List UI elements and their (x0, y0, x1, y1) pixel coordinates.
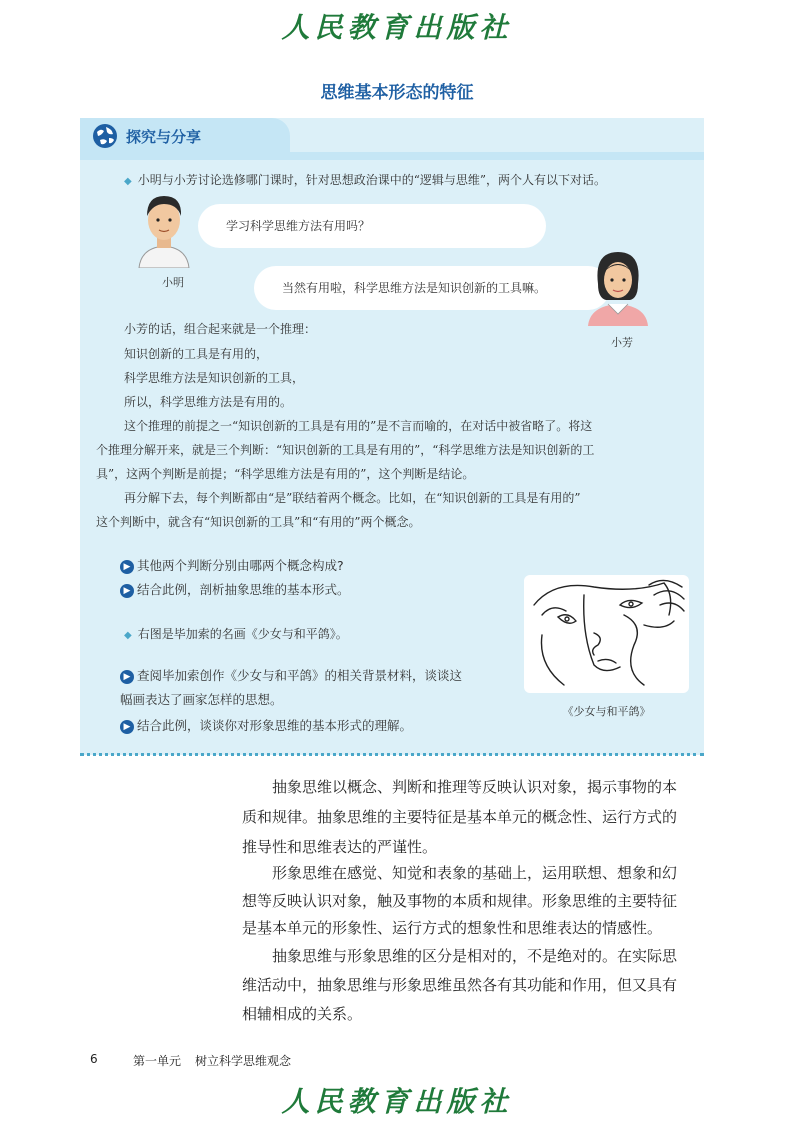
xiaofang-speech-bubble: 当然有用啦，科学思维方法是知识创新的工具嘛。 (254, 266, 610, 310)
arrow-bullet-icon: ▶ (120, 720, 134, 734)
body-line: 形象思维在感觉、知觉和表象的基础上，运用联想、想象和幻 (272, 864, 678, 882)
reasoning-line: 小芳的话，组合起来就是一个推理： (124, 322, 317, 336)
reasoning-line: 这个推理的前提之一“知识创新的工具是有用的”是不言而喻的，在对话中被省略了。将这 (124, 419, 593, 433)
picasso-painting-image (524, 575, 689, 693)
xiaoming-figure (133, 188, 195, 268)
arrow-bullet-icon: ▶ (120, 560, 134, 574)
question-item: ▶ 查阅毕加索创作《少女与和平鸽》的相关背景材料，谈谈这 (120, 666, 462, 684)
question-item: ▶ 结合此例，谈谈你对形象思维的基本形式的理解。 (120, 716, 412, 734)
box-bottom-dotted-divider (80, 753, 704, 756)
xiaoming-name: 小明 (162, 276, 184, 289)
question-item: ▶ 结合此例，剖析抽象思维的基本形式。 (120, 580, 350, 598)
body-line: 想等反映认识对象，触及事物的本质和规律。形象思维的主要特征 (242, 892, 678, 910)
question-item: ▶ 其他两个判断分别由哪两个概念构成? (120, 556, 344, 574)
xiaofang-figure (582, 244, 654, 326)
painting-frame (524, 575, 689, 693)
section-title: 思维基本形态的特征 (320, 83, 474, 103)
reasoning-line: 所以，科学思维方法是有用的。 (124, 395, 293, 409)
page-number: 6 (90, 1052, 98, 1066)
body-line: 维活动中，抽象思维与形象思维虽然各有其功能和作用，但又具有 (242, 976, 678, 994)
diamond-bullet-icon: ◆ (124, 176, 132, 187)
box-title: 探究与分享 (126, 128, 202, 146)
reasoning-line: 再分解下去，每个判断都由“是”联结着两个概念。比如，在“知识创新的工具是有用的” (124, 491, 581, 505)
xiaoming-speech-bubble: 学习科学思维方法有用吗？ (198, 204, 546, 248)
painting-caption: 《少女与和平鸽》 (562, 705, 651, 718)
reasoning-line: 科学思维方法是知识创新的工具， (124, 371, 305, 385)
body-line: 抽象思维与形象思维的区分是相对的，不是绝对的。在实际思 (272, 947, 678, 965)
intro-text: ◆ 小明与小芳讨论选修哪门课时，针对思想政治课中的“逻辑与思维”，两个人有以下对话。 (124, 173, 606, 187)
painting-intro: ◆ 右图是毕加索的名画《少女与和平鸽》。 (124, 627, 348, 641)
reasoning-line: 这个判断中，就含有“知识创新的工具”和“有用的”两个概念。 (96, 515, 421, 529)
diamond-bullet-icon: ◆ (124, 630, 132, 641)
reasoning-line: 知识创新的工具是有用的， (124, 347, 269, 361)
unit-title: 树立科学思维观念 (195, 1054, 292, 1068)
body-line: 推导性和思维表达的严谨性。 (242, 838, 438, 856)
publisher-logo-top: 人民教育出版社 (281, 11, 513, 44)
question-item-continued: 幅画表达了画家怎样的思想。 (120, 692, 283, 707)
reasoning-line: 具”，这两个判断是前提；“科学思维方法是有用的”，这个判断是结论。 (96, 467, 475, 481)
arrow-bullet-icon: ▶ (120, 670, 134, 684)
body-line: 抽象思维以概念、判断和推理等反映认识对象，揭示事物的本 (272, 778, 678, 796)
xiaofang-name: 小芳 (611, 336, 633, 349)
globe-icon (92, 123, 118, 149)
unit-label: 第一单元 (133, 1054, 182, 1068)
reasoning-line: 个推理分解开来，就是三个判断：“知识创新的工具是有用的”，“科学思维方法是知识创新的工 (96, 443, 595, 457)
arrow-bullet-icon: ▶ (120, 584, 134, 598)
body-line: 是基本单元的形象性、运行方式的想象性和思维表达的情感性。 (242, 919, 663, 937)
body-line: 相辅相成的关系。 (242, 1005, 363, 1023)
publisher-logo-bottom: 人民教育出版社 (281, 1085, 513, 1118)
box-header-strip (80, 152, 704, 160)
body-line: 质和规律。抽象思维的主要特征是基本单元的概念性、运行方式的 (242, 808, 678, 826)
